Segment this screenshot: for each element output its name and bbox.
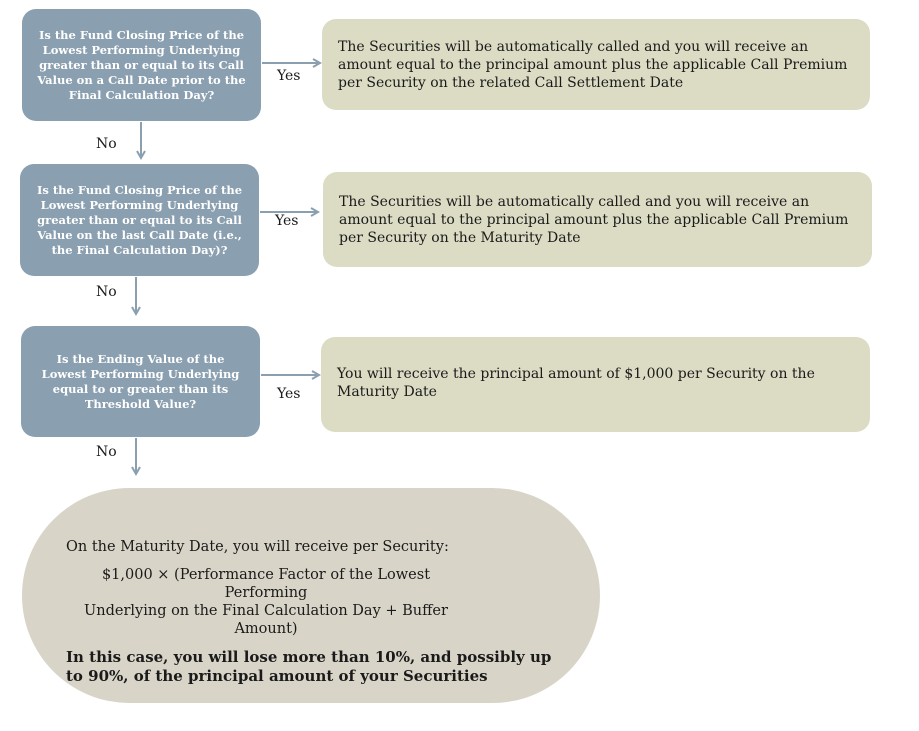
answer-text-1: The Securities will be automatically called and you will receive an amount equal to the principal amount plus the applicable Call Premium per Security on the related Call Settlement Date (338, 38, 848, 91)
question-text-2: Is the Fund Closing Price of the Lowest Performing Underlying greater than or equal to its Call Value on the last Call Date (i.e., the Final Calculation Day)? (36, 182, 243, 257)
question-box-2 (20, 164, 259, 276)
no-label-2: No (96, 284, 117, 300)
final-outcome-box (22, 488, 600, 703)
answer-box-2 (323, 172, 872, 267)
no-label-1: No (96, 136, 117, 152)
question-box-1 (22, 9, 261, 121)
answer-text-3: You will receive the principal amount of $1,000 per Security on the Maturity Date (337, 366, 815, 400)
yes-label-3: Yes (277, 386, 301, 402)
yes-label-2: Yes (275, 213, 299, 229)
final-formula (66, 566, 466, 638)
question-text-1: Is the Fund Closing Price of the Lowest Performing Underlying greater than or equal to its Call Value on a Call Date prior to the Final Calculation Day? (37, 27, 246, 102)
final-intro: On the Maturity Date, you will receive per Security: (66, 539, 449, 555)
answer-box-1 (322, 19, 870, 110)
final-formula-line-1: $1,000 × (Performance Factor of the Lowest Performing (101, 567, 431, 601)
final-warning: In this case, you will lose more than 10%, and possibly up to 90%, of the principal amount of your Securities (66, 648, 552, 685)
yes-label-1: Yes (277, 68, 301, 84)
question-box-3 (21, 326, 260, 437)
question-text-3: Is the Ending Value of the Lowest Performing Underlying equal to or greater than its Threshold Value? (41, 351, 240, 411)
answer-box-3 (321, 337, 870, 432)
final-formula-line-2: Underlying on the Final Calculation Day + Buffer Amount) (84, 603, 448, 637)
answer-text-2: The Securities will be automatically called and you will receive an amount equal to the principal amount plus the applicable Call Premium per Security on the Maturity Date (339, 193, 849, 246)
no-label-3: No (96, 444, 117, 460)
